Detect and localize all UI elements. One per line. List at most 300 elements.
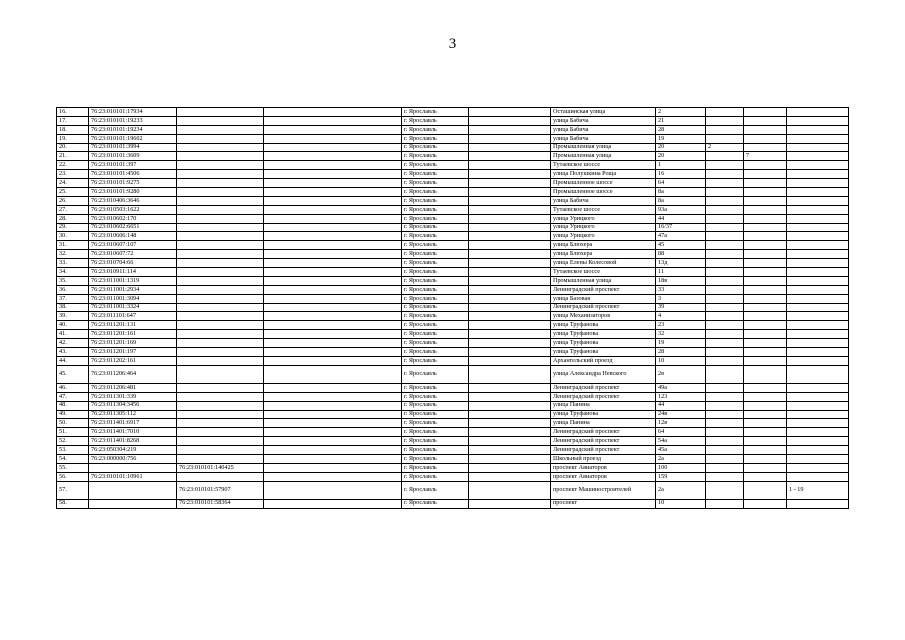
blank-col-cell [264,410,402,419]
structure-cell [744,170,787,179]
house-number-cell: 8а [656,196,706,205]
blank-col-cell [264,108,402,117]
cadastral-number-cell: 76:23:010602:170 [89,214,177,223]
cadastral-number-alt-cell [177,116,264,125]
cadastral-number-cell [89,481,177,499]
table-row [57,205,849,214]
city-cell: г. Ярославль [402,437,469,446]
blank-col-cell [264,205,402,214]
row-number-cell: 45. [57,365,89,383]
blank-col-2-cell [469,232,551,241]
cadastral-number-alt-cell [177,214,264,223]
house-number-cell: 2в [656,365,706,383]
structure-cell [744,108,787,117]
cadastral-number-cell: 76:23:010101:9275 [89,179,177,188]
registry-table [56,107,849,509]
apartments-cell [787,285,849,294]
blank-col-cell [264,179,402,188]
house-number-cell: 100 [656,463,706,472]
cadastral-number-cell: 76:23:011201:131 [89,321,177,330]
structure-cell [744,454,787,463]
cadastral-number-alt-cell [177,250,264,259]
building-cell [706,321,744,330]
blank-col-2-cell [469,170,551,179]
house-number-cell: 93а [656,205,706,214]
building-cell [706,463,744,472]
blank-col-cell [264,463,402,472]
structure-cell [744,330,787,339]
cadastral-number-alt-cell [177,179,264,188]
apartments-cell [787,294,849,303]
table-row [57,125,849,134]
structure-cell [744,116,787,125]
cadastral-number-alt-cell [177,276,264,285]
house-number-cell: 44 [656,401,706,410]
city-cell: г. Ярославль [402,330,469,339]
cadastral-number-alt-cell [177,401,264,410]
building-cell [706,383,744,392]
cadastral-number-cell: 76:23:011001:3094 [89,294,177,303]
city-cell: г. Ярославль [402,170,469,179]
row-number-cell: 37. [57,294,89,303]
street-cell: улица Александра Невского [551,365,656,383]
city-cell: г. Ярославль [402,143,469,152]
apartments-cell [787,223,849,232]
apartments-cell [787,472,849,481]
city-cell: г. Ярославль [402,108,469,117]
row-number-cell: 55. [57,463,89,472]
cadastral-number-alt-cell [177,143,264,152]
house-number-cell: 10 [656,499,706,508]
cadastral-number-alt-cell: 76:23:010101:140425 [177,463,264,472]
street-cell: Промышленное шоссе [551,188,656,197]
table-row [57,285,849,294]
house-number-cell: 32 [656,330,706,339]
blank-col-cell [264,321,402,330]
building-cell [706,259,744,268]
city-cell: г. Ярославль [402,134,469,143]
city-cell: г. Ярославль [402,179,469,188]
cadastral-number-alt-cell [177,294,264,303]
street-cell: улица Бабича [551,134,656,143]
street-cell: Школьный проезд [551,454,656,463]
blank-col-2-cell [469,348,551,357]
blank-col-cell [264,188,402,197]
apartments-cell [787,356,849,365]
city-cell: г. Ярославль [402,214,469,223]
street-cell: улица Елены Колесовой [551,259,656,268]
street-cell: улица Бабича [551,125,656,134]
city-cell: г. Ярославль [402,392,469,401]
city-cell: г. Ярославль [402,481,469,499]
cadastral-number-alt-cell [177,268,264,277]
blank-col-cell [264,392,402,401]
row-number-cell: 27. [57,205,89,214]
structure-cell [744,410,787,419]
cadastral-number-cell: 76:23:011304:3456 [89,401,177,410]
building-cell [706,205,744,214]
cadastral-number-cell: 76:23:011305:112 [89,410,177,419]
street-cell: Ленинградский проспект [551,285,656,294]
house-number-cell: 123 [656,392,706,401]
table-row [57,312,849,321]
house-number-cell: 3 [656,294,706,303]
cadastral-number-alt-cell [177,161,264,170]
table-row [57,321,849,330]
city-cell: г. Ярославль [402,454,469,463]
row-number-cell: 28. [57,214,89,223]
cadastral-number-alt-cell [177,205,264,214]
building-cell [706,348,744,357]
structure-cell [744,188,787,197]
table-row [57,446,849,455]
street-cell: улица Бабича [551,116,656,125]
blank-col-2-cell [469,116,551,125]
blank-col-cell [264,268,402,277]
building-cell [706,392,744,401]
structure-cell [744,428,787,437]
blank-col-2-cell [469,152,551,161]
cadastral-number-alt-cell [177,241,264,250]
row-number-cell: 39. [57,312,89,321]
house-number-cell: 28 [656,348,706,357]
blank-col-cell [264,223,402,232]
city-cell: г. Ярославль [402,446,469,455]
blank-col-2-cell [469,472,551,481]
structure-cell [744,250,787,259]
cadastral-number-cell: 76:23:010607:107 [89,241,177,250]
apartments-cell [787,152,849,161]
building-cell [706,294,744,303]
cadastral-number-alt-cell [177,356,264,365]
blank-col-2-cell [469,205,551,214]
apartments-cell [787,116,849,125]
apartments-cell [787,410,849,419]
house-number-cell: 13д [656,259,706,268]
city-cell: г. Ярославль [402,428,469,437]
structure-cell [744,321,787,330]
house-number-cell: 49а [656,383,706,392]
cadastral-number-alt-cell [177,108,264,117]
blank-col-2-cell [469,143,551,152]
cadastral-number-cell: 76:23:010101:9280 [89,188,177,197]
blank-col-cell [264,232,402,241]
apartments-cell [787,365,849,383]
cadastral-number-alt-cell [177,188,264,197]
table-row [57,294,849,303]
table-row [57,276,849,285]
blank-col-2-cell [469,365,551,383]
row-number-cell: 51. [57,428,89,437]
building-cell [706,410,744,419]
city-cell: г. Ярославль [402,348,469,357]
building-cell: 2 [706,143,744,152]
structure-cell [744,401,787,410]
structure-cell [744,223,787,232]
structure-cell [744,268,787,277]
cadastral-number-alt-cell [177,170,264,179]
city-cell: г. Ярославль [402,259,469,268]
table-row [57,437,849,446]
blank-col-2-cell [469,446,551,455]
structure-cell [744,232,787,241]
structure-cell [744,312,787,321]
cadastral-number-alt-cell: 76:23:010101:58364 [177,499,264,508]
city-cell: г. Ярославль [402,401,469,410]
building-cell [706,152,744,161]
blank-col-cell [264,428,402,437]
table-row [57,241,849,250]
house-number-cell: 2 [656,108,706,117]
house-number-cell: 11 [656,268,706,277]
cadastral-number-alt-cell [177,259,264,268]
apartments-cell [787,170,849,179]
cadastral-number-cell: 76:23:011001:2934 [89,285,177,294]
structure-cell: 7 [744,152,787,161]
structure-cell [744,241,787,250]
street-cell: Тутаевское шоссе [551,161,656,170]
blank-col-cell [264,437,402,446]
building-cell [706,428,744,437]
building-cell [706,179,744,188]
row-number-cell: 50. [57,419,89,428]
structure-cell [744,348,787,357]
building-cell [706,188,744,197]
apartments-cell [787,134,849,143]
table-row [57,214,849,223]
row-number-cell: 52. [57,437,89,446]
cadastral-number-alt-cell [177,410,264,419]
city-cell: г. Ярославль [402,383,469,392]
row-number-cell: 41. [57,330,89,339]
city-cell: г. Ярославль [402,294,469,303]
cadastral-number-cell: 76:23:010607:72 [89,250,177,259]
building-cell [706,472,744,481]
blank-col-2-cell [469,285,551,294]
street-cell: улица Механизаторов [551,312,656,321]
building-cell [706,268,744,277]
blank-col-cell [264,161,402,170]
table-row [57,223,849,232]
apartments-cell [787,125,849,134]
cadastral-number-cell: 76:23:010101:19602 [89,134,177,143]
table-row [57,232,849,241]
building-cell [706,401,744,410]
blank-col-2-cell [469,410,551,419]
blank-col-cell [264,339,402,348]
blank-col-2-cell [469,188,551,197]
blank-col-2-cell [469,356,551,365]
structure-cell [744,276,787,285]
blank-col-cell [264,259,402,268]
row-number-cell: 26. [57,196,89,205]
apartments-cell [787,214,849,223]
street-cell: улица Урицкого [551,214,656,223]
structure-cell [744,392,787,401]
house-number-cell: 12в [656,419,706,428]
building-cell [706,250,744,259]
row-number-cell: 31. [57,241,89,250]
structure-cell [744,143,787,152]
house-number-cell: 2а [656,454,706,463]
city-cell: г. Ярославль [402,365,469,383]
house-number-cell: 54а [656,437,706,446]
apartments-cell [787,348,849,357]
structure-cell [744,419,787,428]
cadastral-number-cell: 76:23:010101:4506 [89,170,177,179]
city-cell: г. Ярославль [402,276,469,285]
row-number-cell: 42. [57,339,89,348]
apartments-cell [787,428,849,437]
blank-col-cell [264,446,402,455]
table-row [57,401,849,410]
structure-cell [744,365,787,383]
structure-cell [744,196,787,205]
apartments-cell [787,232,849,241]
blank-col-cell [264,401,402,410]
apartments-cell [787,108,849,117]
cadastral-number-alt-cell [177,339,264,348]
city-cell: г. Ярославль [402,241,469,250]
blank-col-2-cell [469,419,551,428]
structure-cell [744,259,787,268]
structure-cell [744,205,787,214]
cadastral-number-cell: 76:23:011401:7010 [89,428,177,437]
blank-col-cell [264,116,402,125]
apartments-cell [787,259,849,268]
city-cell: г. Ярославль [402,285,469,294]
row-number-cell: 53. [57,446,89,455]
cadastral-number-alt-cell [177,472,264,481]
row-number-cell: 17. [57,116,89,125]
blank-col-cell [264,303,402,312]
cadastral-number-cell: 76:23:011206:481 [89,383,177,392]
blank-col-cell [264,152,402,161]
cadastral-number-cell: 76:23:010406:3646 [89,196,177,205]
structure-cell [744,481,787,499]
house-number-cell: 2а [656,481,706,499]
blank-col-cell [264,134,402,143]
house-number-cell: 8а [656,188,706,197]
building-cell [706,134,744,143]
row-number-cell: 22. [57,161,89,170]
cadastral-number-cell: 76:23:011201:161 [89,330,177,339]
street-cell: улица Панина [551,419,656,428]
table-row [57,472,849,481]
blank-col-cell [264,241,402,250]
structure-cell [744,472,787,481]
row-number-cell: 20. [57,143,89,152]
city-cell: г. Ярославль [402,205,469,214]
building-cell [706,330,744,339]
structure-cell [744,499,787,508]
building-cell [706,276,744,285]
building-cell [706,419,744,428]
city-cell: г. Ярославль [402,232,469,241]
house-number-cell: 16/37 [656,223,706,232]
table-row [57,428,849,437]
structure-cell [744,446,787,455]
table-row [57,365,849,383]
blank-col-cell [264,143,402,152]
blank-col-2-cell [469,161,551,170]
blank-col-2-cell [469,454,551,463]
apartments-cell [787,196,849,205]
row-number-cell: 40. [57,321,89,330]
table-row [57,454,849,463]
blank-col-cell [264,294,402,303]
street-cell: улица Труфанова [551,330,656,339]
row-number-cell: 44. [57,356,89,365]
blank-col-cell [264,285,402,294]
city-cell: г. Ярославль [402,303,469,312]
structure-cell [744,285,787,294]
blank-col-cell [264,365,402,383]
cadastral-number-alt-cell [177,232,264,241]
building-cell [706,125,744,134]
house-number-cell: 159 [656,472,706,481]
building-cell [706,454,744,463]
cadastral-number-alt-cell [177,348,264,357]
blank-col-2-cell [469,268,551,277]
house-number-cell: 16 [656,170,706,179]
structure-cell [744,214,787,223]
row-number-cell: 30. [57,232,89,241]
building-cell [706,285,744,294]
blank-col-2-cell [469,463,551,472]
apartments-cell [787,383,849,392]
city-cell: г. Ярославль [402,250,469,259]
building-cell [706,312,744,321]
apartments-cell [787,321,849,330]
cadastral-number-cell [89,463,177,472]
street-cell: Ленинградский проспект [551,392,656,401]
structure-cell [744,356,787,365]
blank-col-2-cell [469,339,551,348]
building-cell [706,170,744,179]
street-cell: Тутаевское шоссе [551,205,656,214]
house-number-cell: 23 [656,321,706,330]
apartments-cell [787,205,849,214]
blank-col-2-cell [469,294,551,303]
city-cell: г. Ярославль [402,116,469,125]
street-cell: проспект [551,499,656,508]
building-cell [706,365,744,383]
blank-col-cell [264,419,402,428]
house-number-cell: 33 [656,285,706,294]
cadastral-number-cell: 76:23:010101:3994 [89,143,177,152]
street-cell: улица Блюхера [551,241,656,250]
apartments-cell: 1 - 19 [787,481,849,499]
building-cell [706,232,744,241]
cadastral-number-cell: 76:23:000000:756 [89,454,177,463]
apartments-cell [787,499,849,508]
cadastral-number-alt-cell [177,152,264,161]
table-row [57,481,849,499]
structure-cell [744,383,787,392]
blank-col-2-cell [469,134,551,143]
table-row [57,419,849,428]
street-cell: проспект Авиаторов [551,472,656,481]
apartments-cell [787,241,849,250]
row-number-cell: 47. [57,392,89,401]
cadastral-number-alt-cell [177,285,264,294]
house-number-cell: 88 [656,250,706,259]
house-number-cell: 4 [656,312,706,321]
row-number-cell: 49. [57,410,89,419]
registry-rows [57,108,849,509]
blank-col-2-cell [469,214,551,223]
